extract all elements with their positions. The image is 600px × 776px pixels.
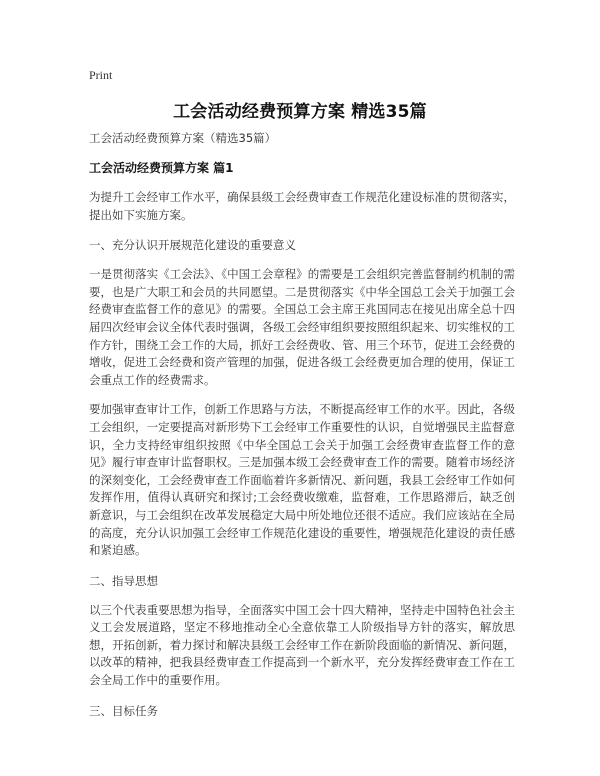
heading-significance: 一、充分认识开展规范化建设的重要意义 [89,238,296,253]
paragraph-significance-1: 一是贯彻落实《工会法》、《中国工会章程》的需要是工会组织完善监督制约机制的需要，也是广大职工和会员的共同愿望。二是贯彻落实《中华全国总工会关于加强工会经费审查监督工作的意见》的需要。全国总工会主席王兆国同志在接见出席全总十四届四次经审会议全体代表时强调，各级工会经审组织要按照组织起来、切实维权的工作方针，围绕工会工作的大局，抓好工会经费收、管、用三个环节，促进工会经费的增收，促进工会经费和资产管理的加强，促进各级工会经费更加合理的使用，保证工会重点工作的经费需求。 [89,267,515,387]
section-title: 工会活动经费预算方案 篇1 [89,161,234,175]
intro-paragraph: 为提升工会经审工作水平，确保县级工会经费审查工作规范化建设标准的贯彻落实，提出如下实施方案。 [89,190,515,222]
heading-guiding-ideology: 二、指导思想 [89,573,158,588]
print-link[interactable]: Print [89,68,113,82]
document-body [89,129,515,732]
paragraph-guiding-ideology: 以三个代表重要思想为指导，全面落实中国工会十四大精神，坚持走中国特色社会主义工会发展道路，坚定不移地推动全心全意依靠工人阶级指导方针的落实，解放思想，开拓创新，着力探讨和解决县级工会经审工作在新阶段面临的新情况、新问题，以改革的精神，把我县经费审查工作提高到一个新水平，充分发挥经费审查工作在工会全局工作中的重要作用。 [89,602,515,688]
paragraph-significance-2: 要加强审查审计工作，创新工作思路与方法，不断提高经审工作的水平。因此，各级工会组织，一定要提高对新形势下工会经审工作重要性的认识，自觉增强民主监督意识，全力支持经审组织按照《中华全国总工会关于加强工会经费审查监督工作的意见》履行审查审计监督职权。三是加强本级工会经费审查工作的需要。随着市场经济的深刻变化，工会经费审查工作面临着许多新情况、新问题，我县工会经审工作如何发挥作用，值得认真研究和探讨;工会经费收缴难，监督难，工作思路滞后，缺乏创新意识，与工会组织在改革发展稳定大局中所处地位还很不适应。我们应该站在全局的高度，充分认识加强工会经审工作规范化建设的重要性，增强规范化建设的责任感和紧迫感。 [89,402,515,558]
document-subtitle: 工会活动经费预算方案（精选35篇） [89,131,277,145]
document-title: 工会活动经费预算方案 精选35篇 [173,102,427,122]
heading-goals-tasks: 三、目标任务 [89,703,158,718]
